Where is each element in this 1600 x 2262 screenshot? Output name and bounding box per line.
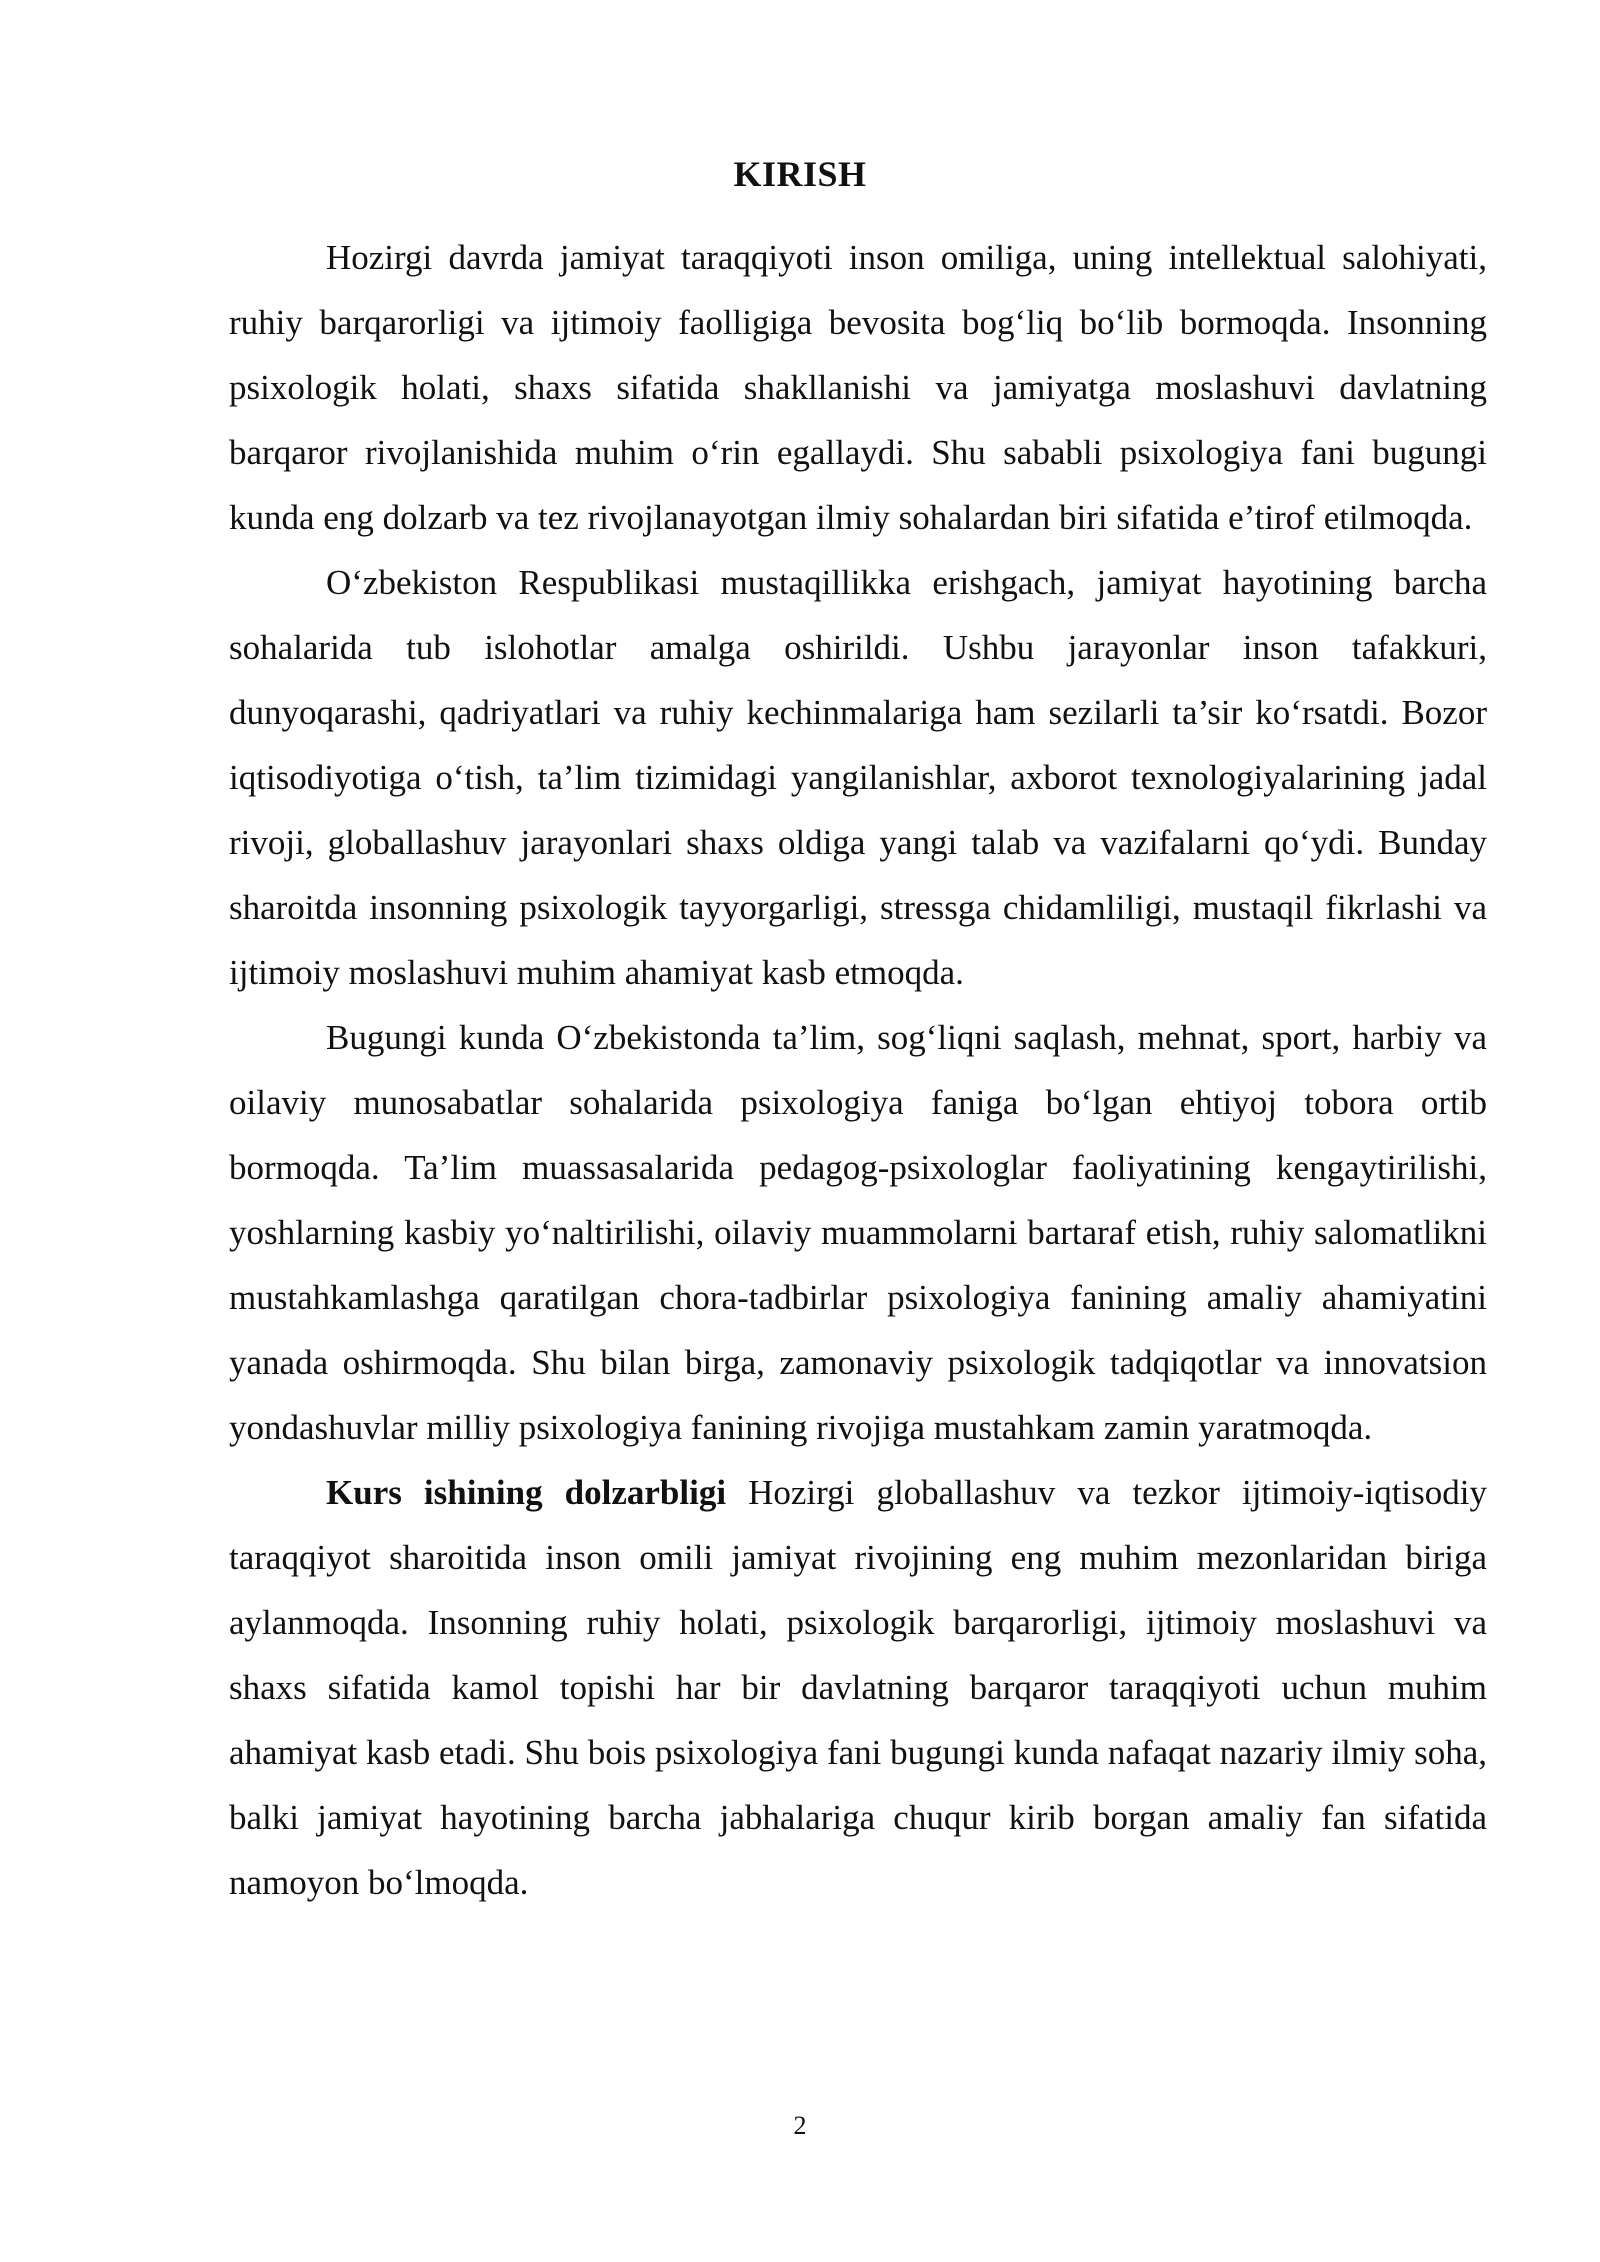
paragraph-2: [229, 550, 1487, 1005]
paragraph-4-lead: Kurs ishining dolzarbligi: [326, 1473, 727, 1512]
paragraph-2-text: O‘zbekiston Respublikasi mustaqillikka erishgach, jamiyat hayotining barcha sohalarida tub islohotlar amalga oshirildi. Ushbu jarayonlar inson tafakkuri, dunyoqarashi, qadriyatlari va ruhiy kechinmalariga ham sezilarli ta’sir ko‘rsatdi. Bozor iqtisodiyotiga o‘tish, ta’lim tizimidagi yangilanishlar, axborot texnologiyalarining jadal rivoji, globallashuv jarayonlari shaxs oldiga yangi talab va vazifalarni qo‘ydi. Bunday sharoitda insonning psixologik tayyorgarligi, stressga chidamliligi, mustaqil fikrlashi va ijtimoiy moslashuvi muhim ahamiyat kasb etmoqda.: [229, 563, 1487, 992]
paragraph-1-text: Hozirgi davrda jamiyat taraqqiyoti inson omiliga, uning intellektual salohiyati, ruhiy barqarorligi va ijtimoiy faolligiga bevosita bog‘liq bo‘lib bormoqda. Insonning psixologik holati, shaxs sifatida shakllanishi va jamiyatga moslashuvi davlatning barqaror rivojlanishida muhim o‘rin egallaydi. Shu sababli psixologiya fani bugungi kunda eng dolzarb va tez rivojlanayotgan ilmiy sohalardan biri sifatida e’tirof etilmoqda.: [229, 238, 1487, 537]
page-heading: KIRISH: [733, 154, 867, 194]
paragraph-4: [229, 1460, 1487, 1915]
page-number: 2: [793, 2111, 807, 2140]
paragraph-3: [229, 1005, 1487, 1460]
paragraph-4-text: Hozirgi globallashuv va tezkor ijtimoiy-iqtisodiy taraqqiyot sharoitida inson omili jamiyat rivojining eng muhim mezonlaridan biriga aylanmoqda. Insonning ruhiy holati, psixologik barqarorligi, ijtimoiy moslashuvi va shaxs sifatida kamol topishi har bir davlatning barqaror taraqqiyoti uchun muhim ahamiyat kasb etadi. Shu bois psixologiya fani bugungi kunda nafaqat nazariy ilmiy soha, balki jamiyat hayotining barcha jabhalariga chuqur kirib borgan amaliy fan sifatida namoyon bo‘lmoqda.: [229, 1473, 1487, 1902]
document-body: [229, 225, 1487, 1915]
paragraph-1: [229, 225, 1487, 550]
paragraph-3-text: Bugungi kunda O‘zbekistonda ta’lim, sog‘liqni saqlash, mehnat, sport, harbiy va oilaviy munosabatlar sohalarida psixologiya faniga bo‘lgan ehtiyoj tobora ortib bormoqda. Ta’lim muassasalarida pedagog-psixologlar faoliyatining kengaytirilishi, yoshlarning kasbiy yo‘naltirilishi, oilaviy muammolarni bartaraf etish, ruhiy salomatlikni mustahkamlashga qaratilgan chora-tadbirlar psixologiya fanining amaliy ahamiyatini yanada oshirmoqda. Shu bilan birga, zamonaviy psixologik tadqiqotlar va innovatsion yondashuvlar milliy psixologiya fanining rivojiga mustahkam zamin yaratmoqda.: [229, 1018, 1487, 1447]
